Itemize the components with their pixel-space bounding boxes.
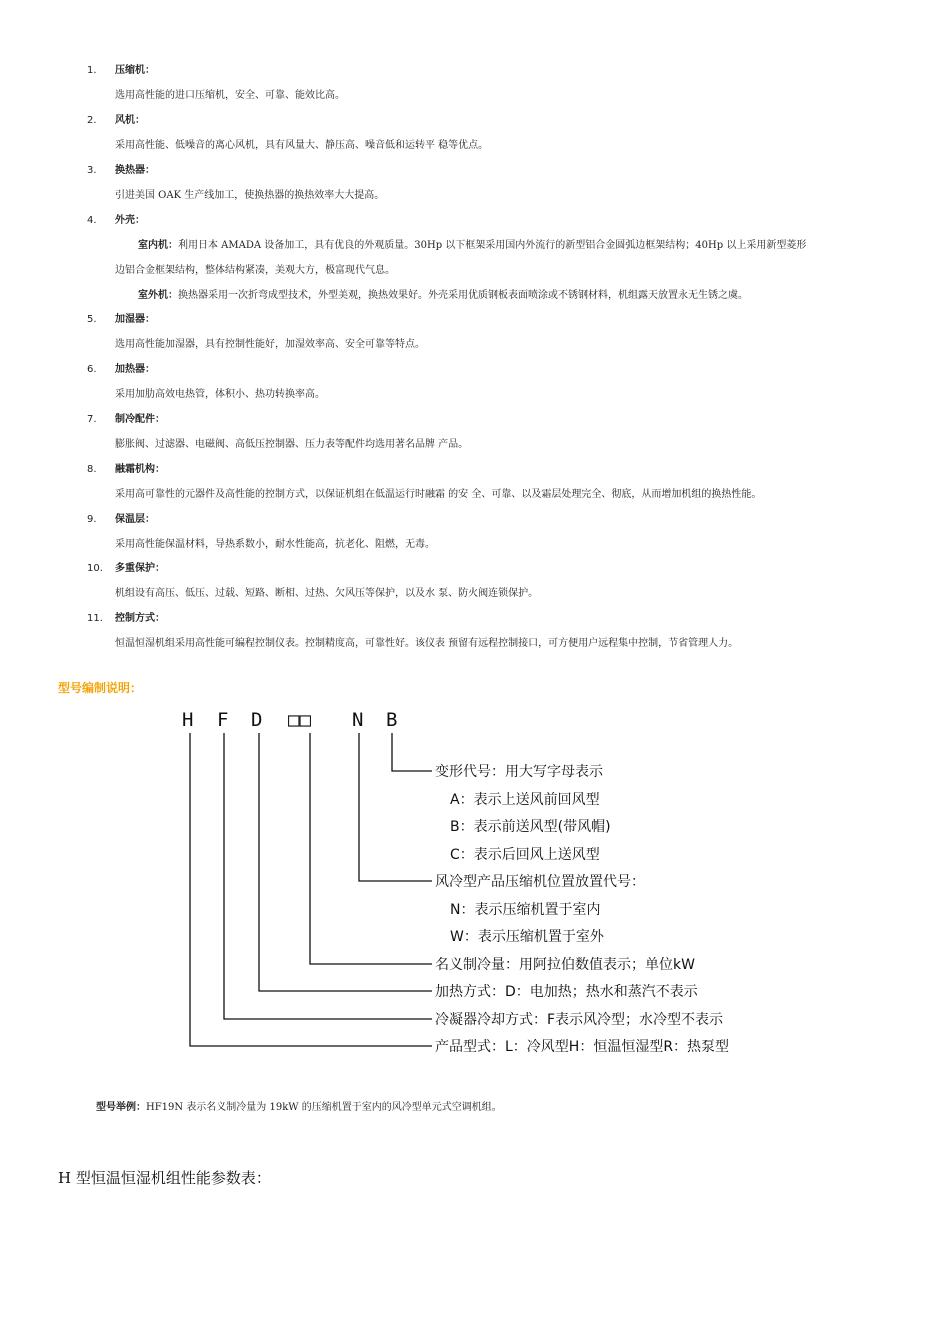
label-capacity: 名义制冷量：用阿拉伯数值表示；单位kW (435, 957, 695, 973)
item-title: 压缩机： (115, 65, 155, 76)
item-number: 4. (87, 215, 97, 226)
item-title: 融霜机构： (115, 464, 165, 475)
item-description: 采用加肋高效电热管，体积小、热功转换率高。 (115, 389, 325, 400)
item-title: 外壳： (115, 215, 145, 226)
label-heating: 加热方式：D：电加热；热水和蒸汽不表示 (435, 984, 698, 1000)
item-description: 采用高性能保温材料，导热系数小，耐水性能高，抗老化、阻燃，无毒。 (115, 539, 435, 550)
label-variant-b: B：表示前送风型(带风帽) (450, 819, 611, 835)
code-letter-f: F (217, 709, 229, 731)
connector-capacity (310, 733, 432, 964)
item-number: 8. (87, 464, 97, 475)
item-description: 采用高可靠性的元器件及高性能的控制方式，以保证机组在低温运行时融霜 的安 全、可靠、以及霜层处理完全、彻底，从而增加机组的换热性能。 (115, 489, 762, 500)
item-number: 7. (87, 414, 97, 425)
label-compressor-w: W：表示压缩机置于室外 (450, 929, 604, 945)
item-title: 多重保护： (115, 563, 165, 574)
connector-heating (259, 733, 432, 991)
item-number: 10. (87, 563, 103, 574)
model-example (96, 1098, 502, 1113)
outdoor-line: 换热器采用一次折弯成型技术，外型美观，换热效果好。外壳采用优质钢板表面喷涂或不锈钢材料，机组露天放置永无生锈之虞。 (178, 290, 748, 301)
label-variant-a: A：表示上送风前回风型 (450, 792, 600, 808)
item-title: 保温层： (115, 514, 155, 525)
item-title: 加湿器： (115, 314, 155, 325)
item-description: 膨胀阀、过滤器、电磁阀、高低压控制器、压力表等配件均选用著名品牌 产品。 (115, 439, 469, 450)
item-title: 换热器： (115, 165, 155, 176)
connector-lines (190, 733, 432, 1046)
item-number: 3. (87, 165, 97, 176)
label-condenser: 冷凝器冷却方式：F表示风冷型；水冷型不表示 (435, 1012, 724, 1028)
model-section-title: 型号编制说明： (58, 681, 143, 695)
item-description: 恒温恒湿机组采用高性能可编程控制仪表。控制精度高，可靠性好。该仪表 预留有远程控制接口，可方便用户远程集中控制，节省管理人力。 (115, 638, 739, 649)
indoor-label: 室内机： (138, 240, 178, 251)
item-description: 采用高性能、低噪音的离心风机，具有风量大、静压高、噪音低和运转平 稳等优点。 (115, 140, 489, 151)
connector-product (190, 733, 432, 1046)
item-description: 机组设有高压、低压、过载、短路、断相、过热、欠风压等保护，以及水 泵、防火阀连锁保护。 (115, 588, 539, 599)
code-letter-d: D (251, 709, 263, 731)
parameter-table-title: H 型恒温恒湿机组性能参数表： (58, 1169, 271, 1187)
item-title: 控制方式： (115, 613, 165, 624)
code-letter-b: B (386, 709, 398, 731)
item-description: 引进美国 OAK 生产线加工，使换热器的换热效率大大提高。 (115, 190, 385, 201)
outdoor-label: 室外机： (138, 290, 178, 301)
label-compressor: 风冷型产品压缩机位置放置代号： (435, 874, 645, 890)
item-title: 加热器： (115, 364, 155, 375)
label-variant-c: C：表示后回风上送风型 (450, 847, 600, 863)
label-variant: 变形代号：用大写字母表示 (435, 764, 603, 780)
example-text: HF19N 表示名义制冷量为 19kW 的压缩机置于室内的风冷型单元式空调机组。 (146, 1102, 502, 1113)
label-product: 产品型式：L：冷风型H：恒温恒湿型R：热泵型 (435, 1039, 730, 1055)
item-number: 5. (87, 314, 97, 325)
item-number: 2. (87, 115, 97, 126)
indoor-line-2: 边铝合金框架结构，整体结构紧凑，美观大方，极富现代气息。 (115, 265, 395, 276)
example-label: 型号举例： (96, 1102, 146, 1113)
label-compressor-n: N：表示压缩机置于室内 (450, 902, 601, 918)
item-description: 选用高性能加湿器，具有控制性能好，加湿效率高、安全可靠等特点。 (115, 339, 425, 350)
connector-compressor (359, 733, 432, 881)
connector-variant (392, 733, 432, 771)
item-number: 1. (87, 65, 97, 76)
item-title: 制冷配件： (115, 414, 165, 425)
item-number: 11. (87, 613, 103, 624)
code-letter-h: H (182, 709, 194, 731)
item-number: 9. (87, 514, 97, 525)
indoor-line-1: 利用日本 AMADA 设备加工，具有优良的外观质量。30Hp 以下框架采用国内外流行的新型铝合金圆弧边框架结构；40Hp 以上采用新型菱形 (178, 240, 807, 251)
connector-condenser (224, 733, 432, 1019)
item-number: 6. (87, 364, 97, 375)
code-placeholder-boxes: □□ (288, 709, 311, 731)
code-letter-n: N (352, 709, 364, 731)
item-description: 选用高性能的进口压缩机，安全、可靠、能效比高。 (115, 90, 345, 101)
item-title: 风机： (115, 115, 145, 126)
